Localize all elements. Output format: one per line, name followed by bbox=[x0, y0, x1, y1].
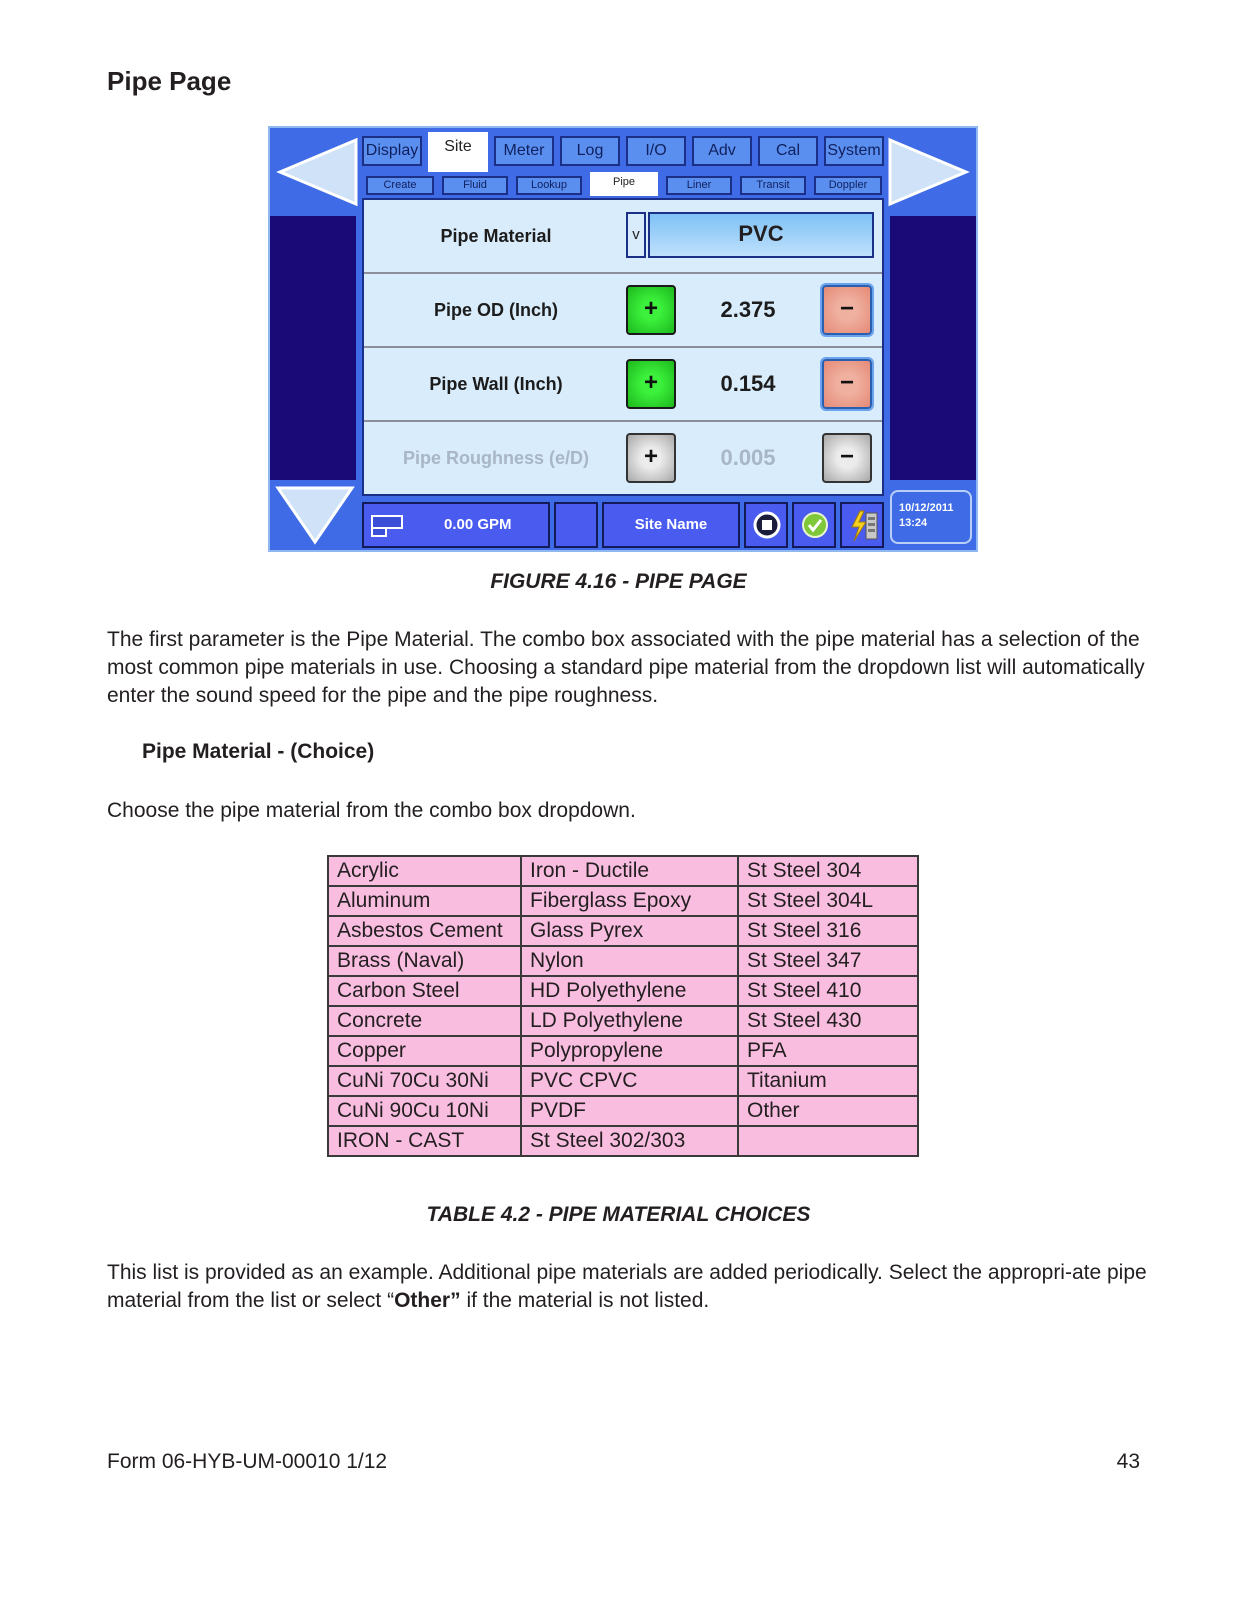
table-cell: Copper bbox=[328, 1036, 521, 1066]
table-cell: Glass Pyrex bbox=[521, 916, 738, 946]
pipe-material-label: Pipe Material bbox=[440, 226, 552, 246]
table-cell: St Steel 347 bbox=[738, 946, 918, 976]
table-cell: Brass (Naval) bbox=[328, 946, 521, 976]
subtab-fluid[interactable]: Fluid bbox=[442, 176, 508, 195]
status-blank-cell bbox=[554, 502, 598, 548]
subtab-lookup[interactable]: Lookup bbox=[516, 176, 582, 195]
table-cell: Nylon bbox=[521, 946, 738, 976]
tab-system[interactable]: System bbox=[824, 136, 884, 166]
pipe-material-combo[interactable]: PVC bbox=[648, 212, 874, 258]
subtab-create[interactable]: Create bbox=[366, 176, 434, 195]
table-cell: LD Polyethylene bbox=[521, 1006, 738, 1036]
section-subheading: Pipe Material - (Choice) bbox=[142, 740, 375, 763]
subtab-doppler[interactable]: Doppler bbox=[814, 176, 882, 195]
table-row bbox=[328, 886, 918, 916]
right-side-panel bbox=[890, 216, 976, 480]
tab-adv[interactable]: Adv bbox=[692, 136, 752, 166]
date-text: 10/12/2011 bbox=[899, 502, 954, 514]
pipe-od-increment-button[interactable]: + bbox=[626, 285, 676, 335]
pipe-wall-label: Pipe Wall (Inch) bbox=[429, 374, 563, 394]
table-cell bbox=[738, 1126, 918, 1156]
display-mode-icon bbox=[370, 514, 406, 538]
power-status-button[interactable] bbox=[840, 502, 884, 548]
subtab-pipe[interactable]: Pipe bbox=[590, 172, 658, 196]
tab-site[interactable]: Site bbox=[428, 132, 488, 172]
tab-meter[interactable]: Meter bbox=[494, 136, 554, 166]
table-row bbox=[328, 1096, 918, 1126]
figure-caption: FIGURE 4.16 - PIPE PAGE bbox=[490, 570, 747, 593]
pipe-roughness-value: 0.005 bbox=[720, 445, 776, 470]
table-cell: Polypropylene bbox=[521, 1036, 738, 1066]
pipe-od-label: Pipe OD (Inch) bbox=[433, 300, 558, 320]
time-text: 13:24 bbox=[899, 517, 928, 529]
pipe-material-row bbox=[364, 200, 882, 274]
pipe-roughness-increment-button: + bbox=[626, 433, 676, 483]
pipe-roughness-decrement-button: − bbox=[822, 433, 872, 483]
tab-display[interactable]: Display bbox=[362, 136, 422, 166]
stop-icon bbox=[753, 511, 781, 539]
instruction-paragraph: Choose the pipe material from the combo box dropdown. bbox=[107, 799, 636, 822]
closing-text-start: This list is provided as an example. Additional pipe materials are added periodically. Select the appropri-ate pipe material from the list or select “ bbox=[107, 1261, 1147, 1312]
table-cell: CuNi 90Cu 10Ni bbox=[328, 1096, 521, 1126]
tab-io[interactable]: I/O bbox=[626, 136, 686, 166]
site-name-button[interactable]: Site Name bbox=[602, 502, 740, 548]
table-cell: Acrylic bbox=[328, 856, 521, 886]
table-row bbox=[328, 946, 918, 976]
down-arrow-icon[interactable] bbox=[274, 484, 356, 546]
table-cell: Other bbox=[738, 1096, 918, 1126]
table-caption: TABLE 4.2 - PIPE MATERIAL CHOICES bbox=[426, 1203, 811, 1226]
pipe-wall-row bbox=[364, 348, 882, 422]
table-cell: Titanium bbox=[738, 1066, 918, 1096]
checkmark-icon bbox=[801, 511, 829, 539]
footer-form-number: Form 06-HYB-UM-00010 1/12 bbox=[107, 1450, 388, 1473]
subtab-liner[interactable]: Liner bbox=[666, 176, 732, 195]
table-cell: St Steel 410 bbox=[738, 976, 918, 1006]
pipe-settings-panel bbox=[362, 198, 884, 496]
datetime-display bbox=[890, 490, 972, 544]
pipe-wall-increment-button[interactable]: + bbox=[626, 359, 676, 409]
table-cell: Asbestos Cement bbox=[328, 916, 521, 946]
table-cell: HD Polyethylene bbox=[521, 976, 738, 1006]
pipe-roughness-row bbox=[364, 422, 882, 496]
table-row bbox=[328, 1006, 918, 1036]
tab-cal[interactable]: Cal bbox=[758, 136, 818, 166]
status-ok-button[interactable] bbox=[792, 502, 836, 548]
table-cell: St Steel 316 bbox=[738, 916, 918, 946]
pipe-materials-table bbox=[327, 855, 919, 1157]
table-cell: PVDF bbox=[521, 1096, 738, 1126]
table-cell: St Steel 302/303 bbox=[521, 1126, 738, 1156]
pipe-od-value[interactable]: 2.375 bbox=[720, 297, 776, 322]
pipe-od-decrement-button[interactable]: − bbox=[822, 285, 872, 335]
table-cell: PVC CPVC bbox=[521, 1066, 738, 1096]
table-cell: IRON - CAST bbox=[328, 1126, 521, 1156]
table-cell: St Steel 430 bbox=[738, 1006, 918, 1036]
table-cell: Carbon Steel bbox=[328, 976, 521, 1006]
closing-paragraph bbox=[107, 1259, 1147, 1315]
pipe-od-row bbox=[364, 274, 882, 348]
table-row bbox=[328, 916, 918, 946]
table-cell: St Steel 304 bbox=[738, 856, 918, 886]
table-cell: Concrete bbox=[328, 1006, 521, 1036]
table-cell: CuNi 70Cu 30Ni bbox=[328, 1066, 521, 1096]
flow-rate-value: 0.00 GPM bbox=[444, 516, 512, 533]
tab-log[interactable]: Log bbox=[560, 136, 620, 166]
intro-paragraph: The first parameter is the Pipe Material. The combo box associated with the pipe material has a selection of the most common pipe materials in use. Choosing a standard pipe material from the dropdown list will automatically enter the sound speed for the pipe and the pipe roughness. bbox=[107, 628, 1145, 707]
device-screenshot bbox=[268, 126, 978, 552]
table-row bbox=[328, 1066, 918, 1096]
table-cell: Fiberglass Epoxy bbox=[521, 886, 738, 916]
stop-button[interactable] bbox=[744, 502, 788, 548]
page-title: Pipe Page bbox=[107, 66, 232, 96]
closing-text-end: if the material is not listed. bbox=[460, 1289, 710, 1312]
table-row bbox=[328, 856, 918, 886]
table-row bbox=[328, 1126, 918, 1156]
status-bar bbox=[362, 502, 884, 548]
left-side-panel bbox=[270, 216, 356, 480]
subtab-transit[interactable]: Transit bbox=[740, 176, 806, 195]
table-cell: Iron - Ductile bbox=[521, 856, 738, 886]
table-row bbox=[328, 976, 918, 1006]
power-battery-icon bbox=[848, 509, 880, 543]
table-row bbox=[328, 1036, 918, 1066]
pipe-wall-decrement-button[interactable]: − bbox=[822, 359, 872, 409]
pipe-wall-value[interactable]: 0.154 bbox=[720, 371, 776, 396]
left-arrow-icon[interactable] bbox=[276, 136, 358, 208]
table-cell: PFA bbox=[738, 1036, 918, 1066]
footer-page-number: 43 bbox=[1116, 1450, 1140, 1473]
pipe-roughness-label: Pipe Roughness (e/D) bbox=[402, 448, 590, 468]
right-arrow-icon[interactable] bbox=[888, 136, 970, 208]
flow-display[interactable] bbox=[362, 502, 550, 548]
closing-text-other: Other” bbox=[394, 1289, 461, 1312]
table-cell: Aluminum bbox=[328, 886, 521, 916]
pipe-material-dropdown-toggle[interactable]: v bbox=[626, 212, 646, 258]
table-cell: St Steel 304L bbox=[738, 886, 918, 916]
